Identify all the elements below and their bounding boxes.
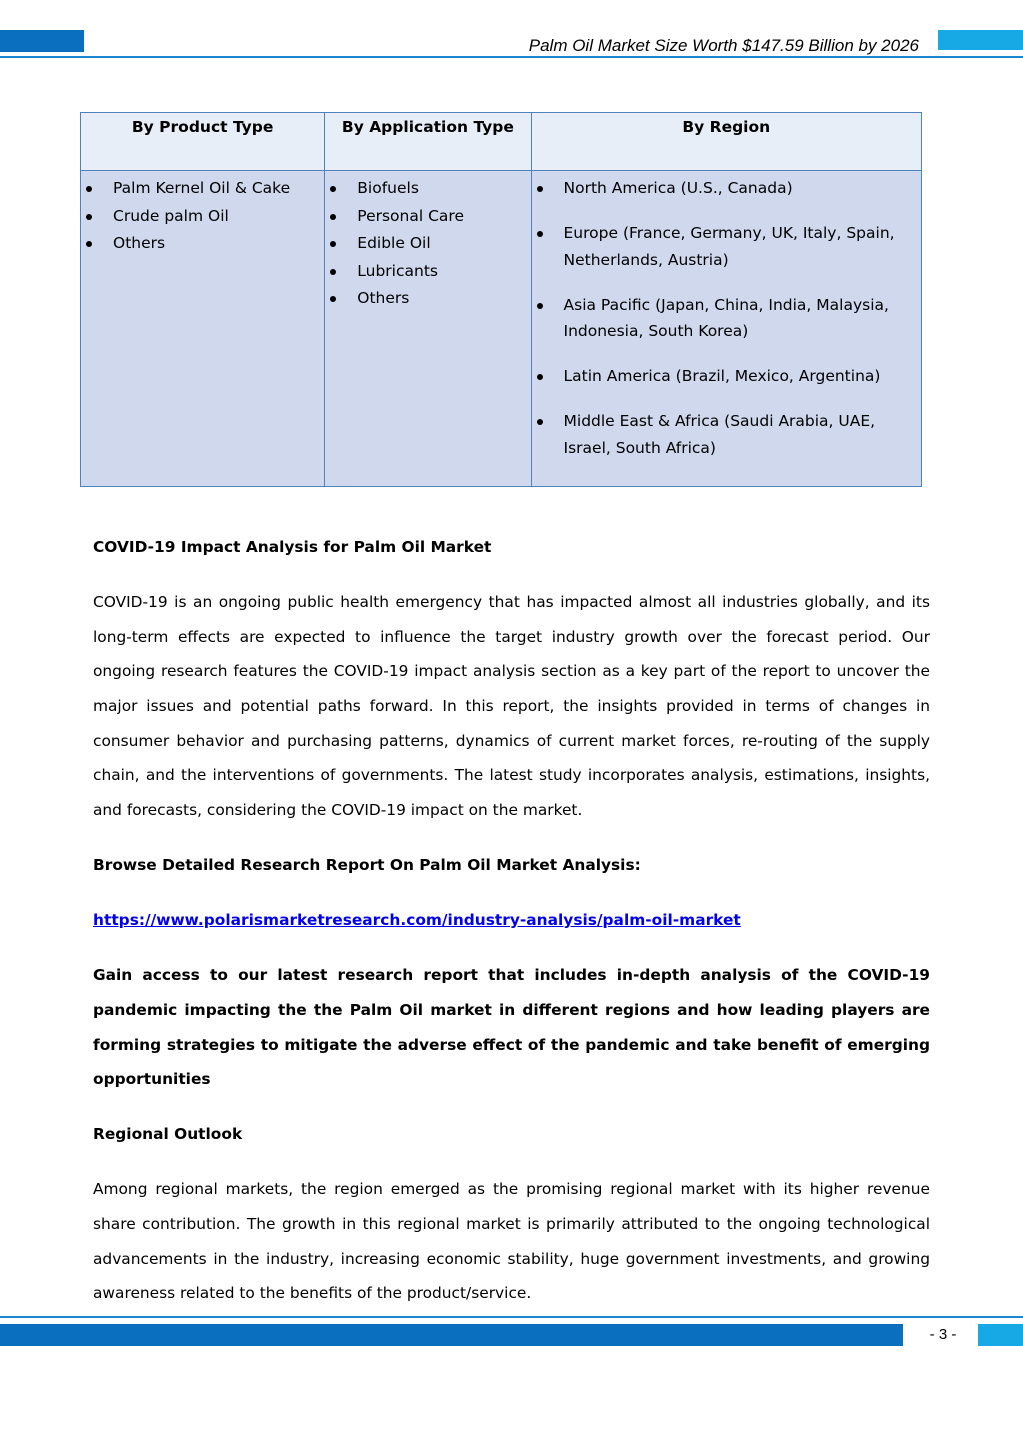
- region-cell: [531, 171, 921, 487]
- application-type-cell: [325, 171, 531, 487]
- list-item: Latin America (Brazil, Mexico, Argentina): [532, 363, 915, 390]
- product-type-list: [81, 175, 318, 258]
- list-item: Others: [81, 230, 318, 258]
- column-header-region: By Region: [531, 113, 921, 171]
- footer-bar-left: [0, 1324, 903, 1346]
- header-bar-left: [0, 30, 84, 52]
- list-item: Europe (France, Germany, UK, Italy, Spain, Netherlands, Austria): [532, 220, 915, 273]
- list-item: North America (U.S., Canada): [532, 175, 915, 202]
- page-number: - 3 -: [929, 1326, 957, 1343]
- browse-heading: Browse Detailed Research Report On Palm Oil Market Analysis:: [93, 855, 641, 874]
- document-body: [93, 530, 930, 1311]
- list-item: Edible Oil: [325, 230, 524, 258]
- column-header-product-type: By Product Type: [81, 113, 325, 171]
- list-item: Middle East & Africa (Saudi Arabia, UAE, Israel, South Africa): [532, 408, 915, 461]
- list-item: Biofuels: [325, 175, 524, 203]
- region-list: [532, 175, 915, 461]
- list-item: Asia Pacific (Japan, China, India, Malaysia, Indonesia, South Korea): [532, 292, 915, 345]
- regional-heading: Regional Outlook: [93, 1125, 243, 1144]
- list-item: Crude palm Oil: [81, 203, 318, 231]
- list-item: Palm Kernel Oil & Cake: [81, 175, 318, 203]
- segmentation-table: [80, 112, 922, 487]
- list-item: Personal Care: [325, 203, 524, 231]
- covid-heading: COVID-19 Impact Analysis for Palm Oil Market: [93, 538, 492, 556]
- product-type-cell: [81, 171, 325, 487]
- header-title: Palm Oil Market Size Worth $147.59 Billion by 2026: [528, 36, 919, 55]
- header-bar-right: [938, 30, 1023, 50]
- header-rule: [0, 56, 1023, 58]
- list-item: Lubricants: [325, 258, 524, 286]
- report-link[interactable]: https://www.polarismarketresearch.com/industry-analysis/palm-oil-market: [93, 911, 741, 930]
- list-item: Others: [325, 285, 524, 313]
- covid-paragraph: COVID-19 is an ongoing public health emergency that has impacted almost all industries globally, and its long-term effects are expected to influence the target industry growth over the forecast period. Our ongoing research features the COVID-19 impact analysis section as a key part of the report to uncover the major issues and potential paths forward. In this report, the insights provided in terms of changes in consumer behavior and purchasing patterns, dynamics of current market forces, re-routing of the supply chain, and the interventions of governments. The latest study incorporates analysis, estimations, insights, and forecasts, considering the COVID-19 impact on the market.: [93, 593, 930, 819]
- application-type-list: [325, 175, 524, 313]
- regional-paragraph: Among regional markets, the region emerged as the promising regional market with its higher revenue share contribution. The growth in this regional market is primarily attributed to the ongoing technological advancements in the industry, increasing economic stability, huge government investments, and growing awareness related to the benefits of the product/service.: [93, 1180, 930, 1303]
- footer-bar-right: [978, 1324, 1023, 1346]
- column-header-application-type: By Application Type: [325, 113, 531, 171]
- footer-rule: [0, 1316, 1023, 1318]
- access-note: Gain access to our latest research report that includes in-depth analysis of the COVID-19 pandemic impacting the the Palm Oil market in different regions and how leading players are forming strategies to mitigate the adverse effect of the pandemic and take benefit of emerging opportunities: [93, 966, 930, 1089]
